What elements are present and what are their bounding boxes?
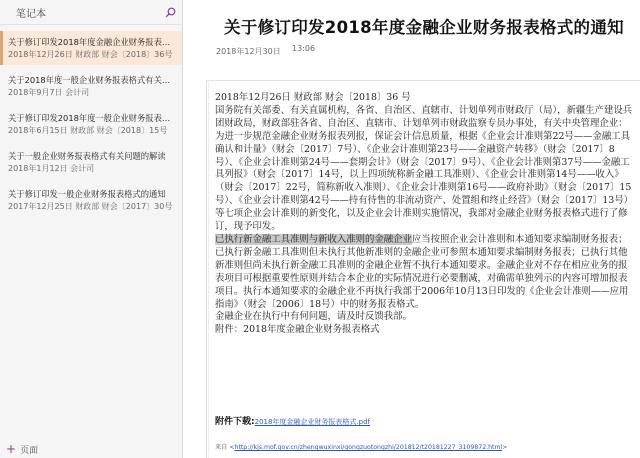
note-list — [0, 25, 182, 217]
divider — [206, 80, 640, 81]
note-item-meta: 2017年12月25日 财政部 财会〔2017〕30号 — [8, 202, 173, 211]
note-item-selected[interactable] — [0, 31, 182, 65]
note-item[interactable] — [0, 145, 182, 179]
sidebar-header — [0, 0, 182, 25]
body-paragraph — [215, 234, 633, 311]
note-item-title: 关于修订印发2018年度金融企业财务报表格... — [8, 37, 178, 47]
note-item-meta: 2018年1月12日 会计司 — [8, 164, 95, 173]
note-item[interactable] — [0, 107, 182, 141]
note-date: 2018年12月30日 — [216, 47, 281, 56]
add-page-button[interactable] — [0, 440, 183, 458]
source-row — [215, 442, 507, 451]
divider — [208, 80, 209, 458]
note-item[interactable] — [0, 183, 182, 217]
body-text-span: 应当按照企业会计准则和本通知要求编制财务报表；已执行新金融工具准则但未执行其他新准则的金融企业可参照本通知要求编制财务报表；已执行其他新准则但尚未执行新金融工具准则的金融企业暂不执行本通知要求。金融企业对不存在相应业务的报表项目可根据重要性原则并结合本企业的实际情况进行必要删减，对确需单独列示的内容可增加报表项目。执行本通知要求的金融企业不再执行我部于2006年10月13日印发的《企业会计准则——应用指南》（财会〔2006〕18号）中的财务报表格式。 — [215, 233, 629, 310]
note-content — [184, 0, 640, 458]
body-paragraph: 2018年12月26日 财政部 财会〔2018〕36 号 — [215, 92, 411, 103]
note-time: 13:06 — [292, 44, 316, 53]
note-item-title: 关于2018年度一般企业财务报表格式有关问... — [8, 75, 178, 85]
note-body[interactable] — [215, 92, 633, 337]
add-page-label: 页面 — [20, 445, 39, 456]
plus-icon: + — [6, 442, 17, 456]
body-paragraph: 国务院有关部委、有关直属机构，各省、自治区、直辖市、计划单列市财政厅（局），新疆生产建设兵团财政局，财政部驻各省、自治区、直辖市、计划单列市财政监察专员办事处，有关中央管理企业： — [215, 104, 633, 129]
notebook-title: 笔记本 — [16, 8, 46, 20]
attachment-link[interactable]: 2018年度金融企业财务报表格式.pdf — [254, 418, 370, 426]
note-item-title: 关于修订印发一般企业财务报表格式的通知 — [8, 189, 166, 199]
page-title[interactable]: 关于修订印发2018年度金融企业财务报表格式的通知 — [224, 18, 624, 37]
note-item-meta: 2018年6月15日 财政部 财会〔2018〕15号 — [8, 126, 168, 135]
body-paragraph: 为进一步规范金融企业财务报表列报，保证会计信息质量，根据《企业会计准则第22号——金融工具确认和计量》（财会〔2017〕7号）、《企业会计准则第23号——金融资产转移》（财会〔2017〕8号）、《企业会计准则第24号——套期会计》（财会〔2017〕9号）、《企业会计准则第37号——金融工具列报》（财会〔2017〕14号，以上四项统称新金融工具准则）、《企业会计准则第14号——收入》（财会〔2017〕22号，简称新收入准则）、《企业会计准则第16号——政府补助》（财会〔2017〕15号）、《企业会计准则第42号——持有待售的非流动资产、处置组和终止经营》（财会〔2017〕13号）等七项企业会计准则的新变化，以及企业会计准则实施情况，我部对金融企业财务报表格式进行了修订，现予印发。 — [215, 130, 634, 233]
source-label: 来自 < — [215, 444, 235, 451]
search-icon[interactable] — [164, 6, 176, 18]
attachment-label: 附件下载: — [215, 417, 255, 427]
note-item[interactable] — [0, 69, 182, 103]
source-close: > — [502, 444, 508, 451]
highlighted-text: 已执行新金融工具准则与新收入准则的金融企业 — [215, 233, 412, 245]
note-item-title: 关于一般企业财务报表格式有关问题的解读 — [8, 151, 166, 161]
note-item-title: 关于修订印发2018年度一般企业财务报表格... — [8, 113, 178, 123]
attachment-row — [215, 414, 370, 427]
note-item-meta: 2018年9月7日 会计司 — [8, 88, 90, 97]
notebook-sidebar — [0, 0, 183, 458]
divider — [206, 80, 207, 458]
body-paragraph: 附件：2018年度金融企业财务报表格式 — [215, 324, 380, 336]
source-link[interactable]: http://kjs.mof.gov.cn/zhengwuxinxi/gongzuotongzhi/201812/t20181227_3109872.html — [234, 444, 503, 451]
note-item-meta: 2018年12月26日 财政部 财会〔2018〕36号 — [8, 50, 173, 59]
body-paragraph: 金融企业在执行中有何问题，请及时反馈我部。 — [215, 311, 412, 323]
